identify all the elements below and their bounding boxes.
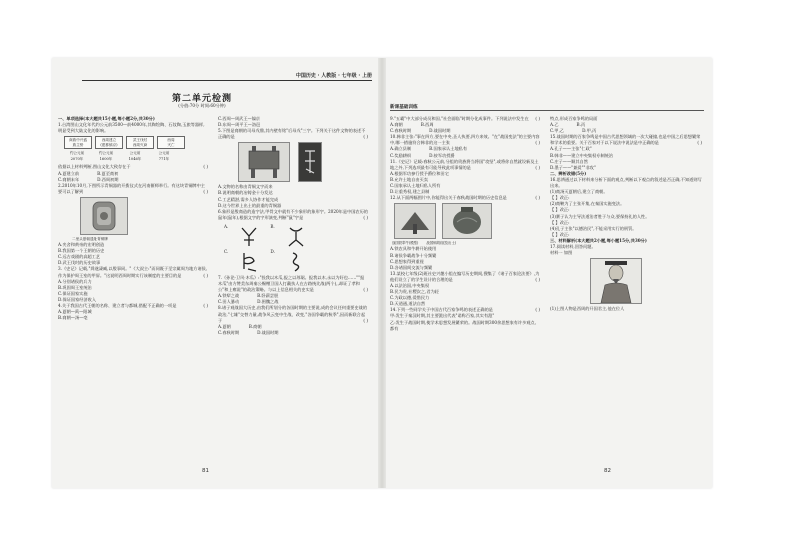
inscription-image: [298, 142, 322, 182]
answer-paren: ( ): [203, 188, 208, 194]
page-number: 81: [202, 468, 209, 474]
question-1-tail: 依据以上材料判断,图山文化大致存在于: [58, 164, 131, 170]
option: B.卧薪尝胆: [257, 293, 279, 299]
image-caption: 二里头夏朝遗址青铜牌: [72, 236, 108, 241]
option: C.庄子——顺其自然: [550, 158, 588, 164]
question-17: 17.阅读材料,回答问题。: [550, 243, 596, 249]
series-header: 新课基础训练: [390, 105, 418, 110]
bronze-plaque-icon: [81, 198, 127, 234]
question-10: 10.韩非主张:"事在四方,要在中央,圣人执要,四方来效。"在"战国变法"的主要内容中,哪一措施符合韩非的这一主张: [390, 134, 540, 146]
timeline-year: 公元前 771年: [158, 151, 170, 162]
correction-line: 【 】改正:: [550, 207, 570, 213]
option: B.诸侯争霸战争十分频繁: [390, 252, 437, 258]
left-column-2: [218, 116, 368, 336]
unit-meta: (分值:70分 时间:60分钟): [178, 103, 226, 108]
glyph-label: A.: [224, 223, 229, 229]
bronze-vessel-image: [442, 203, 492, 239]
answer-paren: ( ): [363, 134, 368, 140]
question-8: 8.诸子观战国大历史,由我们所划分的各国时期的主要说,成的会议任何重要史战的政治,"七雄"交替力量,战争风云变中生战、改变,"各国争霸的秋季",因而新联合起于: [218, 305, 368, 323]
answer-paren: ( ): [363, 214, 368, 220]
option: B.国家承认土地私有: [429, 146, 468, 152]
answer-paren: ( ): [203, 272, 208, 278]
question-13: 13.某校七年级(2)班社史兴趣小组在编写历史期间,搜集了《诸子百家论法要》,为他们设立了的学生设计的合理的是: [390, 270, 540, 282]
answer-paren: ( ): [535, 164, 540, 170]
option: D.战国时期: [429, 128, 451, 134]
statement: 乙:发生于战国时期,使学术思想发展繁荣的。战国时期300余思想家有许多观点,都有: [390, 319, 537, 331]
option: D.各诸国间交流与频繁: [390, 264, 433, 270]
question-4: 4.关于我国古代王朝的名称、建立者与都城,搭配不正确的一项是: [58, 302, 177, 308]
glyph-label: C.: [224, 248, 229, 254]
option: A.铁农具和牛耕开始使用: [390, 246, 437, 252]
answer-paren: ( ): [535, 307, 540, 313]
correction-line: 【 】改正:: [550, 231, 570, 237]
king-portrait-icon: [591, 259, 641, 303]
image-caption: 战国铁犁牛(模型): [392, 241, 419, 246]
page-number: 82: [604, 468, 611, 474]
option: B.巩固周王室统治: [58, 284, 92, 290]
section-heading: 三、材料解析(本大题共2小题,每小题15分,共30分): [550, 237, 647, 243]
question-14: 14.下列一些同学关于中国古代百家争鸣的表述正确的是: [390, 307, 493, 313]
right-column-2: [550, 116, 702, 312]
question-9: 9."五霸"中大部分成员和国,"社会面临"时期分化成事件。下列说法中发生在: [390, 116, 529, 121]
book-spread: [52, 58, 712, 488]
option: A.商朝: [390, 122, 403, 128]
timeline-year: 约公元前 1600年: [98, 151, 114, 162]
answer-paren: ( ): [535, 140, 540, 146]
glyph-options-top: [224, 224, 368, 248]
option: A.夹舍和黄帝的宏明创造: [58, 242, 105, 248]
question-11: 11.《史记》记载:春秋公元前,分组的贵族将当将国"攻坚",或将你自然就设新及土地之外,下列选项最有可能导致此项事情的是: [390, 158, 539, 170]
sub-question: (1)上图人物是西周的开国君主,他在位人: [550, 306, 625, 312]
oracle-glyph-b-icon: [285, 224, 307, 248]
iron-plough-image: [394, 203, 436, 239]
option: D.西周初期: [97, 176, 119, 182]
bronze-vessel-icon: [443, 204, 491, 238]
option: A.孔子——主张"仁政": [550, 146, 592, 152]
option: A.文物的名称由青铜文字而来: [218, 184, 273, 190]
timeline-box: 西周建立 (建都镐京): [95, 136, 123, 149]
option: B.韩非——建立中央集权专制统治: [550, 152, 614, 158]
ding-images: [238, 142, 368, 182]
answer-paren: ( ): [535, 276, 540, 282]
option: D.墨子——"兼爱""非攻": [550, 164, 596, 170]
option: B.说明商朝的冶铸金十分发达: [218, 190, 273, 196]
option: D.围魏之战: [257, 299, 279, 305]
question-12: 12.从下面两幅图片中,你能得出关于春秋战国时期的历史信息是: [390, 195, 507, 201]
option: A.夏建立前: [58, 170, 80, 176]
option: C.甲,乙: [550, 128, 565, 134]
right-page: [384, 58, 712, 488]
question-6: 6.象形是殷商造的造字法,甲骨文中就有不少象形的象形字。2020年是中国农历的鼠年(鼠年),根据文字的字形演变,判断"鼠"字是: [218, 208, 368, 220]
oracle-glyph-c-icon: [238, 249, 260, 273]
question-16: 16.思辨通过以下材料来分析下面的观点,判断以下观点的叙述是否正确,不知道则写出来。: [550, 176, 702, 189]
option: C.保证国家实施: [58, 290, 88, 296]
question-5: 5.下图是商朝的司母戊鼎,其内壁有铭"后母戊"三字。下列关于这件文物的表述不正确的是: [218, 128, 366, 140]
answer-paren: ( ): [203, 302, 208, 308]
option: C.春秋时期: [390, 128, 412, 134]
option: D.按军功授爵: [429, 152, 455, 158]
correction-line: 【 】改正:: [550, 195, 570, 201]
left-column-1: [58, 116, 208, 321]
section-heading: 二、辨析改错(5分): [550, 170, 587, 176]
timeline-years: [64, 150, 208, 162]
right-column-1: [390, 116, 540, 332]
question-15: 15.战国时期的百家争鸣是中国古代思想领域的一次大碰撞,也是中国之后思想繁荣和学术的重要。关于百家对于以下说法中说法是中正确的是: [550, 134, 701, 146]
timeline-year: 约公元前 2070年: [69, 151, 85, 162]
option: C.为政以德,爱惜民力: [390, 295, 430, 301]
timeline-box: 西周 灭亡: [157, 136, 185, 149]
option: A.以法治国,中央集权: [390, 282, 430, 288]
option: D.天道通,道法自然: [390, 301, 426, 307]
option: A.确立县制: [390, 146, 412, 152]
option: B.允许土地自由买卖: [390, 176, 428, 182]
section-heading: 一、单项选择(本大题共15小题,每小题2分,共30分): [58, 116, 155, 121]
timeline-box: 商族中兴盛 族主势: [64, 136, 92, 149]
book-header: 中国历史 · 人教版 · 七年级 · 上册: [295, 73, 372, 79]
image-caption: 战国铜胡(展览出土): [426, 241, 457, 246]
answer-paren: ( ): [535, 195, 540, 201]
sub-item: (2)商鞅为了主张开集,在秦国实施变法。: [550, 201, 625, 207]
answer-paren: ( ): [535, 116, 540, 121]
option: B.丙: [576, 122, 586, 128]
option: A.夏朝: [218, 323, 231, 329]
glyph-label: D.: [270, 248, 275, 254]
option: A.夏朝—禹—阳城: [58, 309, 92, 315]
correction-line: 【 】改正:: [550, 219, 570, 225]
option: A.乙: [550, 122, 559, 128]
option: D.甲,丙: [582, 128, 597, 134]
option: B.民为贵,社稷次之,君为轻: [390, 289, 439, 295]
option: D.东周—周平王—洛邑: [218, 122, 261, 128]
oracle-glyph-d-icon: [285, 249, 307, 273]
artifact-images: [394, 203, 540, 239]
sub-item: (1)商汤灭夏朝后,建立了商朝。: [550, 189, 608, 195]
option: A.根据军功参行授予爵位和田宅: [390, 170, 449, 176]
option: C.商朝末年: [58, 176, 80, 182]
bronze-plaque-image: [80, 197, 128, 235]
option: C.远古戏剧的高超工艺: [58, 254, 101, 260]
option: B.夏至商初: [97, 170, 119, 176]
option: D.战国时期: [257, 329, 279, 335]
material-label: 材料一 如图: [550, 250, 573, 256]
option: C.奖励耕织: [390, 152, 412, 158]
question-7: 7.《孙论·卫风·木瓜》:"投我以木瓜,报之以琼琚。报我以木,永以为好也……""报木瓜"由方赞美东周秦公赐赠卫国人打戴扶人在古路统比战(两个),,却证了孝和公"和上雍说"的政治策略。与以上信息相关的史实是: [218, 274, 365, 293]
option: A.铁犁之战: [218, 293, 240, 299]
answer-paren: ( ): [363, 317, 368, 323]
timeline-year: 公元前 1046年: [128, 151, 142, 162]
option: D.保证国家经济收入: [58, 296, 97, 302]
option: B.西周: [420, 122, 434, 128]
header-rule: [390, 110, 704, 111]
options: [218, 330, 368, 336]
option: A.分别诸侯的兵力: [58, 278, 92, 284]
bronze-ding-image: [238, 142, 290, 182]
option: B.商朝: [248, 323, 262, 329]
option: C.思想家得到重视: [390, 258, 424, 264]
oracle-glyph-a-icon: [238, 224, 260, 248]
timeline-box: 武王伐纣 西周灭商: [126, 136, 154, 149]
option: D.武王伐纣的历史故事: [58, 260, 101, 266]
glyph-label: B.: [270, 223, 275, 229]
option: C.西周—周武王—镐京: [218, 116, 261, 121]
bronze-ding-icon: [239, 143, 289, 181]
king-portrait-image: [590, 258, 642, 304]
option: D.这今世界上出土的最重的青铜器: [218, 202, 282, 208]
question-1: 1.台湾图山文化年代约公元前3500—前4000年,其陶绘陶、石纹陶,玉旅等器样,明显受到大陆文化的影响。: [58, 122, 205, 134]
answer-paren: ( ): [697, 140, 702, 146]
option: D.让重秀权,建之县制: [390, 189, 430, 195]
statement: 特点,形成百家争鸣的局面: [550, 116, 598, 121]
glyph-options-bottom: [224, 249, 368, 273]
unit-title: 第二单元检测: [171, 94, 232, 104]
answer-paren: ( ): [203, 164, 208, 170]
option: B.商朝—汤—亳: [58, 315, 88, 321]
option: B.我国第一个王朝的历史: [58, 248, 105, 254]
header-rule: [82, 80, 372, 81]
option: C.工艺精湛,需多人协作才能完成: [218, 196, 279, 202]
timeline-boxes: [64, 136, 208, 149]
statement: 甲:发生于秦汉时期,其主要派出代表"诺称百家,其实有派": [390, 313, 495, 319]
iron-plough-icon: [395, 204, 435, 238]
sub-item: (4)孔子主张"以德治民",不能采用实行的刑罚。: [550, 225, 637, 231]
option: C.春秋时期: [218, 329, 240, 335]
question-3: 3.《史记》记载,"舜遂凄臧,以殷事同。"《大叔主:"而同既于至宗属周为地方诸侯,作为保护周王室的甲屏。"这说明西周时期实行该制度的主要目的是: [58, 266, 208, 278]
option: C.国家承认土地归私人所有: [390, 183, 441, 189]
left-page: [52, 58, 380, 488]
inscription-icon: [299, 143, 321, 181]
option: C.田人暴动: [218, 299, 240, 305]
sub-item: (3)赛子认为主导法道治者胜于与众,要保持礼的人性。: [550, 213, 650, 219]
answer-paren: ( ): [363, 287, 368, 293]
question-2: 2.2010年10月,下图所示青铜器的开拨仪式在河南偃师举行。有这块青铜牌中主要可以了解到: [58, 182, 205, 194]
